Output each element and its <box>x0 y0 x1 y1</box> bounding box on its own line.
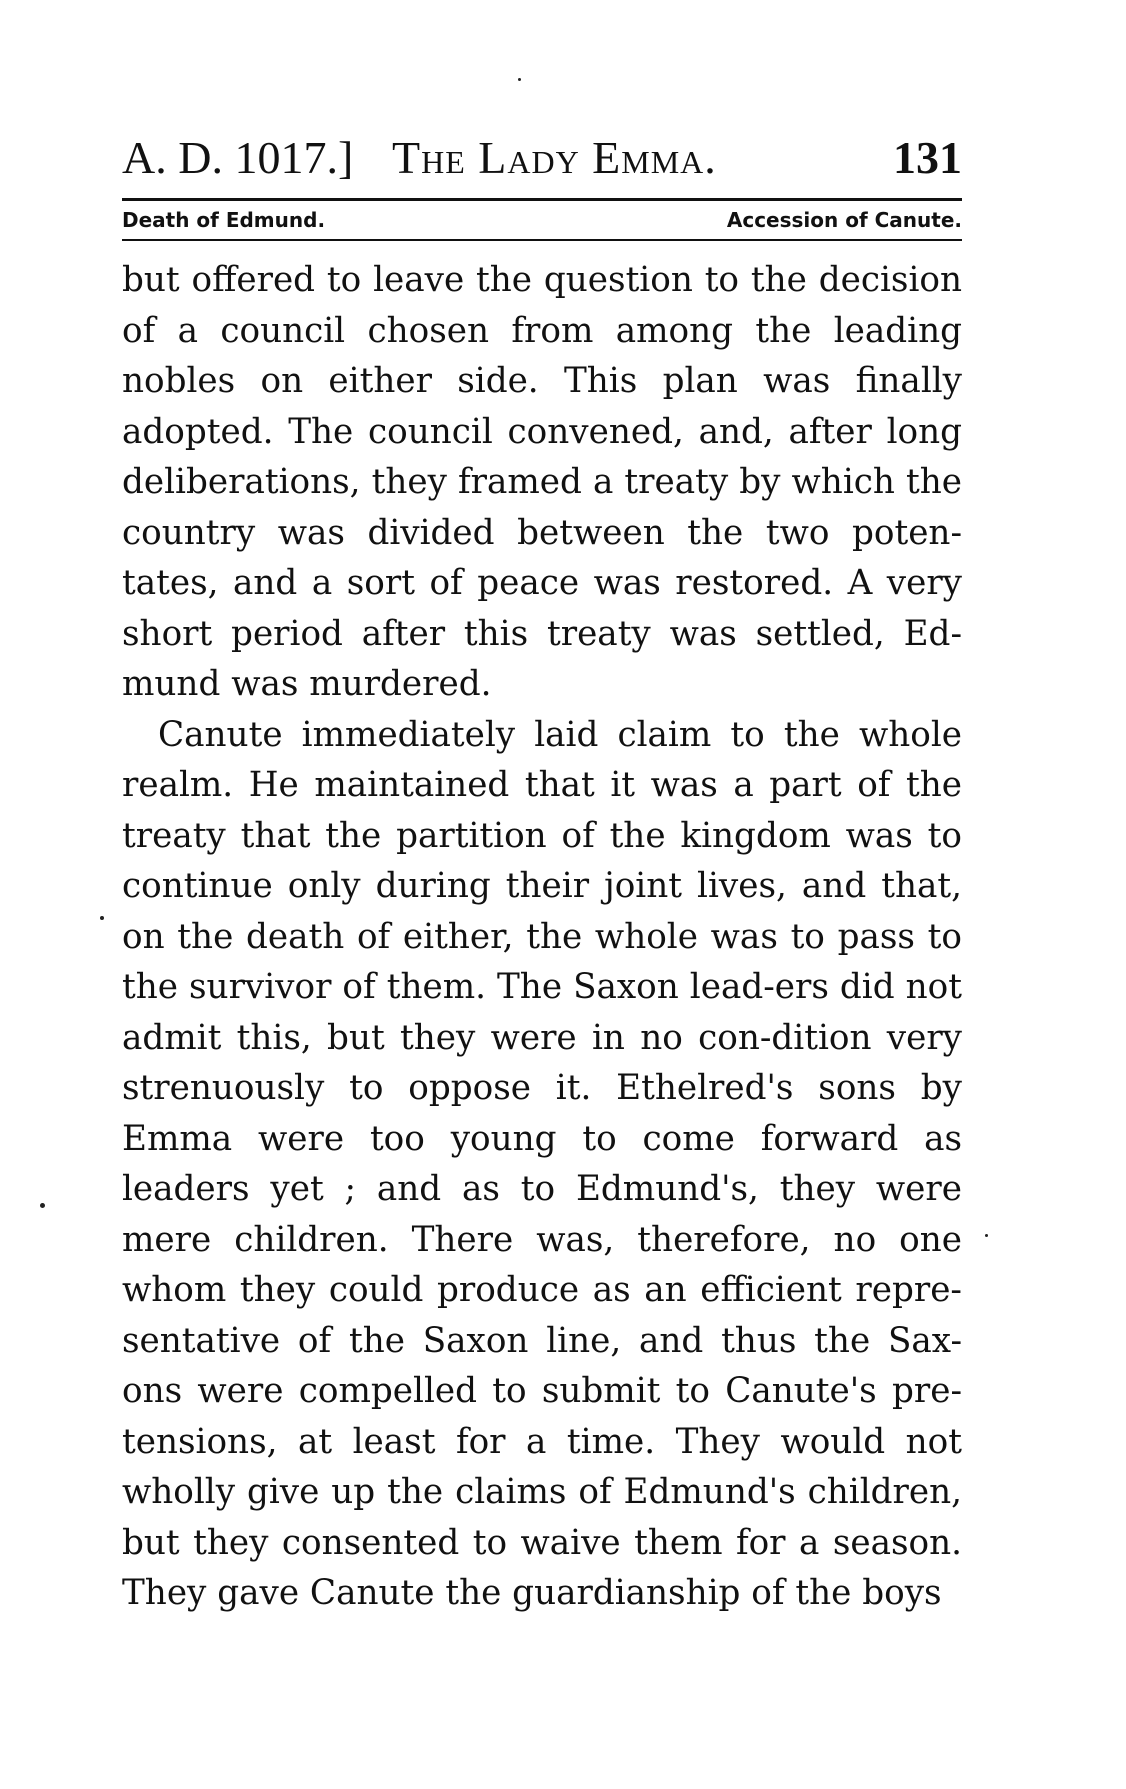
print-speck <box>518 78 521 81</box>
subheader-rule <box>122 239 962 241</box>
header-rule <box>122 198 962 201</box>
paragraph-1: but offered to leave the question to the decision of a council chosen from among the leading nobles on either side. This plan was finally adopted. The council convened, and, after long deliberations, they framed a treaty by which the country was divided between the two poten-tates, and a sort of peace was restored. A very short period after this treaty was settled, Ed-mund was murdered. <box>122 260 962 704</box>
print-speck <box>100 916 104 920</box>
print-speck <box>40 1203 45 1208</box>
subheader-left: Death of Edmund. <box>122 208 326 232</box>
body-text <box>122 255 962 1619</box>
paragraph-2: Canute immediately laid claim to the whole realm. He maintained that it was a part of the treaty that the partition of the kingdom was to continue only during their joint lives, and that, on the death of either, the whole was to pass to the survivor of them. The Saxon lead-ers did not admit this, but they were in no con-dition very strenuously to oppose it. Ethelred's sons by Emma were too young to come forward as leaders yet ; and as to Edmund's, they were mere children. There was, therefore, no one whom they could produce as an efficient repre-sentative of the Saxon line, and thus the Sax-ons were compelled to submit to Canute's pre-tensions, at least for a time. They would not wholly give up the claims of Edmund's children, but they consented to waive them for a season. They gave Canute the guardianship of the boys <box>122 714 962 1613</box>
subheader <box>122 205 962 235</box>
header-date: A. D. 1017.] <box>122 132 354 183</box>
page-number: 131 <box>893 132 962 183</box>
print-speck <box>985 1234 988 1237</box>
header-title: The Lady Emma. <box>392 132 717 183</box>
running-head <box>122 128 962 188</box>
subheader-right: Accession of Canute. <box>726 208 962 232</box>
book-page <box>122 128 962 1619</box>
